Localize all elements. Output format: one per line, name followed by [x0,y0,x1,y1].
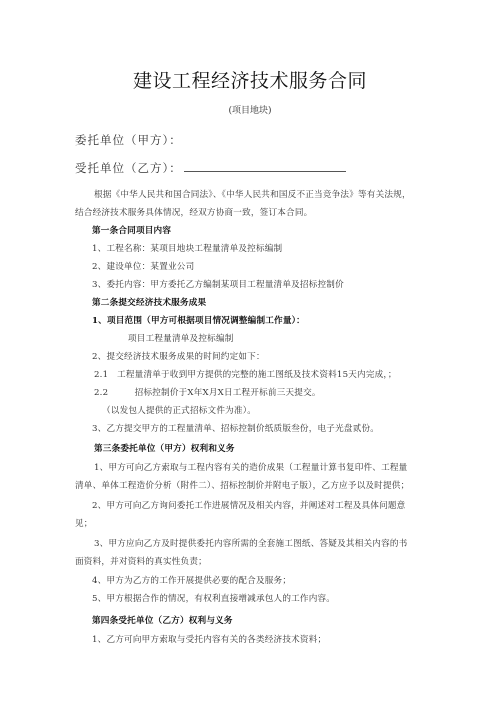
document-subtitle: (项目地块) [228,106,272,116]
article-1-heading: 第一条合同项目内容 [92,226,172,236]
party-b-label: 受托单位（乙方）： [75,161,182,175]
article-3-heading: 第三条委托单位（甲方）权利和义务 [94,444,235,454]
article-4-item-1: 1、乙方可向甲方索取与受托内容有关的各类经济技术资料； [92,635,327,645]
article-1-item-1: 1、工程名称：某项目地块工程量清单及控标编制 [92,244,283,254]
preamble-line-2: 结合经济技术服务具体情况，经双方协商一致，签订本合同。 [75,208,313,218]
article-1-item-2: 2、建设单位：某置业公司 [92,262,195,272]
article-2-item-1: 1、项目范围（甲方可根据项目情况调整编制工作量）： [92,316,305,326]
article-3-item-1-line-2: 清单、单体工程造价分析（附件二）、招标控制价并附电子版），乙方应予以及时提供； [75,481,410,491]
party-b-line [75,160,346,176]
article-2-item-3: 3、乙方提交甲方的工程量清单、招标控制价纸质版叁份，电子光盘贰份。 [92,424,380,434]
party-a-label: 委托单位（甲方）： [75,133,182,147]
document-title: 建设工程经济技术服务合同 [132,70,367,92]
article-3-item-3-line-1: 3、甲方应向乙方及时提供委托内容所需的全套施工图纸、答疑及其相关内容的书 [94,539,408,549]
article-3-item-1-line-1: 1、甲方可向乙方索取与工程内容有关的造价成果（工程量计算书复印件、工程量 [94,463,408,473]
article-2-item-2-2: 2.2 招标控制价于X年X月X日工程开标前三天提交。 [94,388,321,398]
preamble-line-1: 根据《中华人民共和国合同法》、《中华人民共和国反不正当竞争法》等有关法规， [94,190,411,200]
article-2-item-1-scope: 项目工程量清单及控标编制 [128,334,234,344]
article-3-item-3-line-2: 面资料，并对资料的真实性负责； [75,557,207,567]
article-1-item-3: 3、委托内容：甲方委托乙方编制某项目工程量清单及招标控制价 [92,280,344,290]
article-2-item-2: 2、提交经济技术服务成果的时间约定如下： [92,352,265,362]
article-3-item-2-line-2: 见； [75,519,93,529]
article-2-item-2-1: 2.1 工程量清单于收到甲方提供的完整的施工图纸及技术资料15天内完成，； [94,370,397,380]
article-3-item-5: 5、甲方根据合作的情况，有权利直接增减承包人的工作内容。 [92,594,336,604]
article-3-item-2-line-1: 2、甲方可向乙方询问委托工作进展情况及相关内容，并阐述对工程及具体问题意 [92,501,406,511]
article-3-item-4: 4、甲方为乙方的工作开展提供必要的配合及服务； [92,576,292,586]
party-b-underline [184,161,346,172]
article-4-heading: 第四条受托单位（乙方）权利与义务 [92,616,233,626]
article-2-heading: 第二条提交经济技术服务成果 [92,298,207,308]
article-2-item-2-note: （以发包人提供的正式招标文件为准）。 [102,406,256,416]
party-a-line [75,132,182,148]
